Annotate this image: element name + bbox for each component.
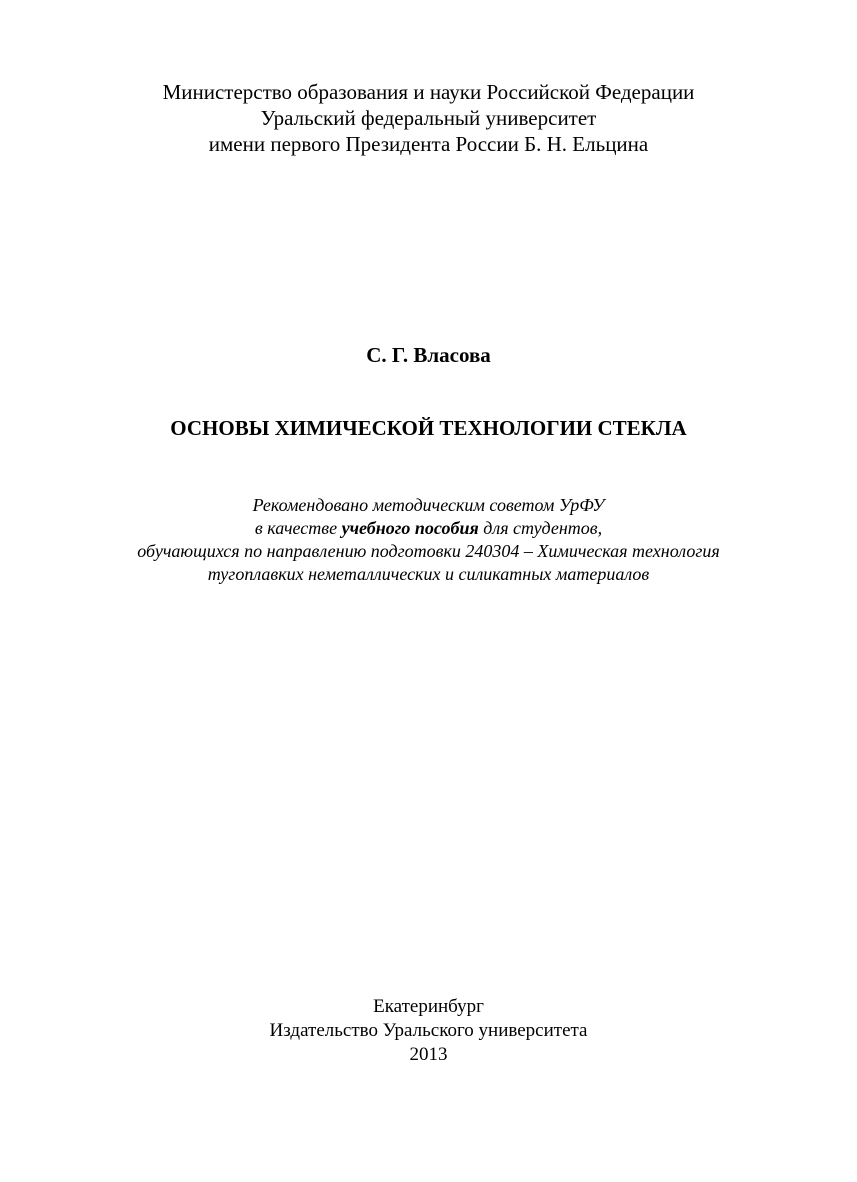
imprint <box>0 995 857 1067</box>
author-name: С. Г. Власова <box>366 343 491 367</box>
recommendation-line-1: Рекомендовано методическим советом УрФУ <box>252 495 605 515</box>
university-line: Уральский федеральный университет <box>260 106 597 130</box>
book-title: ОСНОВЫ ХИМИЧЕСКОЙ ТЕХНОЛОГИИ СТЕКЛА <box>170 416 687 440</box>
recommendation-line-2 <box>0 517 857 540</box>
recommendation-note <box>0 494 857 586</box>
textbook-emphasis: учебного пособия <box>341 518 479 538</box>
imprint-publisher: Издательство Уральского университета <box>269 1020 588 1041</box>
ministry-line: Министерство образования и науки Российской Федерации <box>162 80 695 104</box>
institution-header <box>0 79 857 157</box>
recommendation-line-4: тугоплавких неметаллических и силикатных материалов <box>207 564 650 584</box>
imprint-city: Екатеринбург <box>373 996 484 1017</box>
imprint-year: 2013 <box>409 1044 448 1065</box>
recommendation-line-2-end: для студентов, <box>478 518 603 538</box>
recommendation-line-3: обучающихся по направлению подготовки 240304 – Химическая технология <box>137 541 720 561</box>
university-name-line: имени первого Президента России Б. Н. Ельцина <box>208 132 649 156</box>
recommendation-line-2-start: в качестве <box>254 518 342 538</box>
